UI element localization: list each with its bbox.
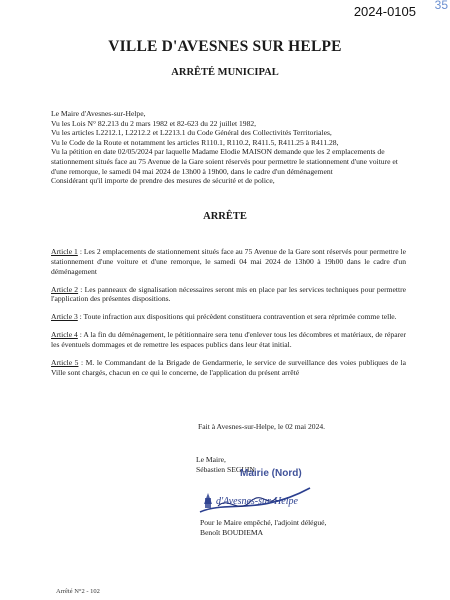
consideration-line: Le Maire d'Avesnes-sur-Helpe, [51,109,146,118]
seal-text: Mairie (Nord) [240,468,302,479]
article-label: Article 3 [51,312,78,322]
article-2 [51,285,406,305]
article-text: : Les 2 emplacements de stationnement situés face au 75 Avenue de la Gare sont réservés pour permettre le stationnement d'une voiture et d'une remorque, le samedi 04 mai 2024 de 13h00 à 19h00 dans le cadre d'un déménagement [51,247,407,276]
arrete-heading: ARRÊTE [203,211,247,222]
considerations-block [51,109,411,186]
consideration-line: Vu le Code de la Route et notamment les articles R110.1, R110.2, R411.5, R411.25 à R411.28, [51,137,339,147]
article-label: Article 5 [51,358,79,368]
document-footer: Arrêté N°2 - 102 [56,588,100,595]
consideration-line: Vu la pétition en date 02/05/2024 par laquelle Madame Elodie MAISON demande que les 2 emplacements de stationnement situés face au 75 Avenue de la Gare soient réservés pour permettre le stationnement d'une voiture et d'une remorque, le samedi 04 mai 2024 de 13h00 à 19h00, dans le cadre d'un déménagement [51,147,398,176]
article-text: : Les panneaux de signalisation nécessaires seront mis en place par les services techniques pour permettre l'application des présentes dispositions. [51,284,407,304]
delegation-line: Pour le Maire empêché, l'adjoint délégué, [200,518,327,527]
article-label: Article 2 [51,284,79,294]
articles-block [51,247,406,386]
document-title: VILLE D'AVESNES SUR HELPE [108,38,342,55]
mayor-name: Sébastien SEGUIN [196,464,255,474]
stamp-text: d'Avesnes-sur-Helpe [216,496,298,507]
handwritten-corner-mark: 35 [434,0,448,12]
reference-number: 2024-0105 [353,4,416,19]
official-stamp-icon [198,478,318,518]
place-and-date: Fait à Avesnes-sur-Helpe, le 02 mai 2024. [198,422,326,431]
consideration-line: Considérant qu'il importe de prendre des mesures de sécurité et de police, [51,176,275,186]
document-subtitle: ARRÊTÉ MUNICIPAL [171,67,279,78]
article-5 [51,358,406,378]
article-3 [51,312,406,322]
mayor-label: Le Maire, [196,455,226,464]
consideration-line: Vu les articles L2212.1, L2212.2 et L2213.1 du Code Général des Collectivités Territoriales, [51,128,332,138]
article-text: : A la fin du déménagement, le pétitionnaire sera tenu d'enlever tous les décombres et matériaux, de réparer les éventuels dommages et de remettre les espaces publics dans leur état initial. [51,330,406,350]
article-text: : Toute infraction aux dispositions qui précèdent constituera contravention et sera réprimée comme telle. [77,312,397,322]
article-4 [51,330,406,350]
consideration-line: Vu les Lois N° 82.213 du 2 mars 1982 et 82-623 du 22 juillet 1982, [51,118,257,128]
article-label: Article 1 [51,247,78,256]
article-label: Article 4 [51,330,78,340]
article-1 [51,247,406,276]
deputy-name: Benoît BOUDIEMA [200,527,264,537]
delegation-block [200,518,326,537]
article-text: : M. le Commandant de la Brigade de Gendarmerie, le service de surveillance des voies publiques de la Ville sont chargés, chacun en ce qui le concerne, de l'application du présent arrêté [51,358,406,377]
